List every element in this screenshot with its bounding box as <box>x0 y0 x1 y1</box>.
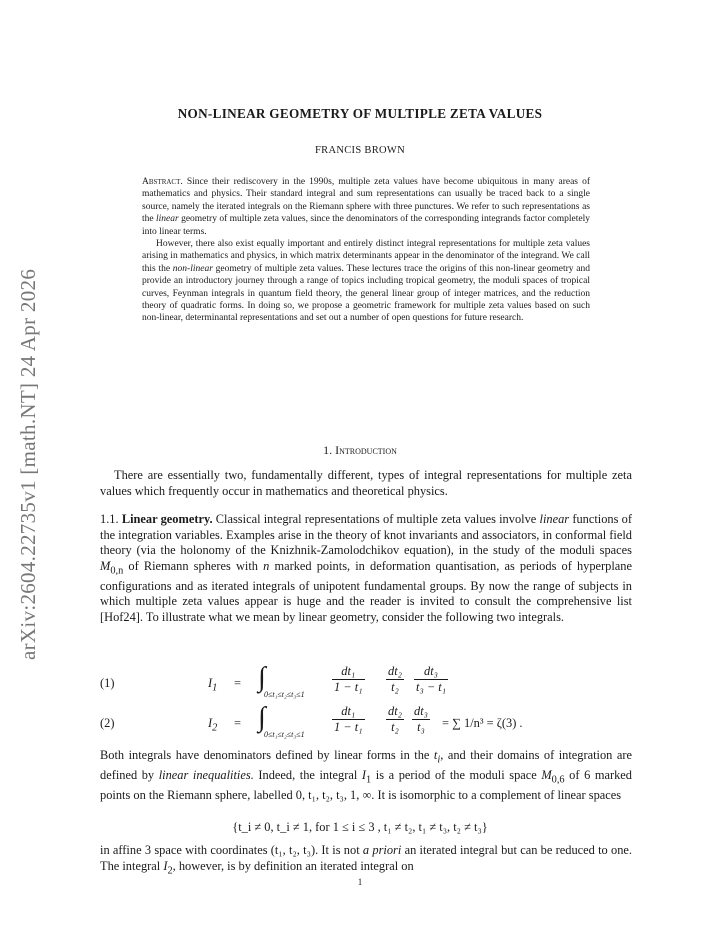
section-heading: 1. Introduction <box>323 443 397 457</box>
fraction: $\frac{\text{dt₁}}{\text{1 − t₁}}$ <box>334 704 363 734</box>
linear-geometry-paragraph: 1.1. Linear geometry. Classical integral representations of multiple zeta values involve linear functions of the integration variables. Examples arise in the theory of knot invariants and associators, in conformal field theory (via the holonomy of the Knizhnik-Zamolodchikov equation), in the study of the moduli spaces $M_{0,n}$ of Riemann spheres with n marked points, in deformation quantisation, as periods of hyperplane configurations and as iterated integrals of unipotent fundamental groups. By now the range of subjects in which multiple zeta values appear is huge and the reader is invited to consult the comprehensive list [Hof24]. To illustrate what we mean by linear geometry, consider the following two integrals. <box>100 512 633 625</box>
fraction: $\frac{\text{dt₁}}{\text{1 − t₁}}$ <box>334 664 363 694</box>
abstract-label: Abstract. <box>142 177 183 187</box>
fraction: $\frac{\text{dt₂}}{\text{t₂}}$ <box>388 664 402 694</box>
paper-title: NON-LINEAR GEOMETRY OF MULTIPLE ZETA VALUES <box>177 106 543 121</box>
equation-number: (1) <box>100 676 115 690</box>
arxiv-identifier: arXiv:2604.22735v1 [math.NT] 24 Apr 2026 <box>16 268 40 660</box>
integral-sign: ∫ <box>258 702 266 733</box>
abstract-paragraph-1: Abstract. Since their rediscovery in the 1990s, multiple zeta values have become ubiquitous in many areas of mathematics and physics. Their standard integral and sum representations can usually be traced back to a single source, namely the iterated integrals on the Riemann sphere with three punctures. We refer to such representations as the linear geometry of multiple zeta values, since the denominators of the corresponding integrands factor completely into linear terms. <box>142 177 590 237</box>
subsection-heading: Linear geometry. <box>121 512 213 526</box>
integral-sign: ∫ <box>258 662 266 693</box>
page-number: 1 <box>357 877 363 887</box>
integration-domain: 0≤t₁≤t₂≤t₃≤1 <box>264 690 305 699</box>
equation-number: (2) <box>100 716 115 730</box>
equation-1: (1) $I_1$ = ∫ 0≤t₁≤t₂≤t₃≤1 $\frac{\text{dt₁}}{\text{1 − t₁}}$ $\frac{\text{dt₂}}{\text{t₂}}$ $\frac{\text{dt₃}}{\text{t₃ − t₁}}$ <box>100 662 447 699</box>
zeta-three-sum: = ∑ 1/n³ = ζ(3) . <box>442 716 523 730</box>
affine-space-paragraph: in affine 3 space with coordinates (t₁, t₂, t₃). It is not a priori an iterated integral but can be reduced to one. The integral $I_2$, however, is by definition an iterated integral on <box>100 843 633 877</box>
fraction: $\frac{\text{dt₂}}{\text{t₂}}$ <box>388 704 402 734</box>
linear-forms-paragraph: Both integrals have denominators defined by linear forms in the $t_i$, and their domains of integration are defined by linear inequalities. Indeed, the integral $I_1$ is a period of the moduli space $M_{0,6}$ of 6 marked points on the Riemann sphere, labelled 0, t₁, t₂, t₃, 1, ∞. It is isomorphic to a complement of linear spaces <box>100 748 632 803</box>
author-name: FRANCIS BROWN <box>315 145 405 156</box>
fraction: $\frac{\text{dt₃}}{\text{t₃ − t₁}}$ <box>416 664 447 694</box>
abstract-paragraph-2: However, there also exist equally important and entirely distinct integral representations for multiple zeta values arising in mathematics and physics, in which matrix determinants appear in the denominator of the integrand. We call this the non-linear geometry of multiple zeta values. These lectures trace the origins of this non-linear geometry and provide an introductory journey through a range of topics including tropical geometry, the moduli spaces of tropical curves, Feynman integrals in quantum field theory, the general linear group of integer matrices, and the reduction theory of quadratic forms. In doing so, we propose a geometric framework for multiple zeta values based on such non-linear, determinantal representations and set out a number of open questions for future research. <box>142 239 590 324</box>
fraction: $\frac{\text{dt₃}}{\text{t₃}}$ <box>414 704 428 734</box>
intro-paragraph: There are essentially two, fundamentally different, types of integral representations for multiple zeta values which frequently occur in mathematics and theoretical physics. <box>100 468 632 498</box>
integration-domain: 0≤t₁≤t₂≤t₃≤1 <box>264 730 305 739</box>
complement-set-expression: {t_i ≠ 0, t_i ≠ 1, for 1 ≤ i ≤ 3 , t₁ ≠ t₂, t₁ ≠ t₃, t₂ ≠ t₃} <box>232 820 488 834</box>
equation-2: (2) $I_2$ = ∫ 0≤t₁≤t₂≤t₃≤1 $\frac{\text{dt₁}}{\text{1 − t₁}}$ $\frac{\text{dt₂}}{\text{t₂}}$ $\frac{\text{dt₃}}{\text{t₃}}$ = ∑ 1/n³ = ζ(3) . <box>100 702 523 739</box>
abstract <box>142 176 590 325</box>
